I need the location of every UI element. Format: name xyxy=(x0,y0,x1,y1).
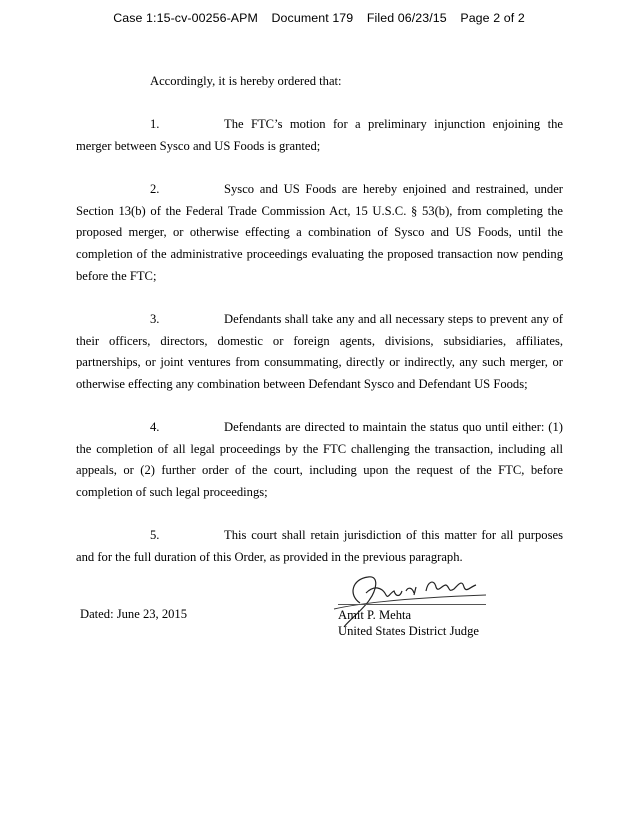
order-item-5 xyxy=(76,525,563,568)
item-lead: Sysco and US Foods are hereby enjoined and restrained, under Section 13(b) of the xyxy=(76,181,563,218)
item-number: 5. xyxy=(150,528,160,543)
item-lead: Defendants shall take any and all necessary steps to prevent any of their officers, xyxy=(76,311,563,348)
order-item-1 xyxy=(76,114,563,157)
order-item-2 xyxy=(76,179,563,288)
judge-title: United States District Judge xyxy=(338,624,479,638)
item-number: 1. xyxy=(150,117,160,132)
order-item-3 xyxy=(76,309,563,396)
filed-date: Filed 06/23/15 xyxy=(366,11,447,25)
case-number: Case 1:15-cv-00256-APM xyxy=(113,11,258,25)
item-number: 3. xyxy=(150,311,160,326)
order-body xyxy=(76,71,563,590)
order-item-4 xyxy=(76,417,563,504)
intro-paragraph xyxy=(76,71,563,93)
document-number: Document 179 xyxy=(271,11,354,25)
item-rest: of all legal proceedings by the FTC challenging the transaction, including all appeals, or (2) further order of the court, including upon the request of the FTC, before completion of such legal proceedings; xyxy=(76,441,563,500)
case-header xyxy=(0,11,638,25)
signature-line xyxy=(338,604,486,605)
item-number: 4. xyxy=(150,420,160,434)
judge-block xyxy=(338,607,479,639)
item-lead: The FTC’s motion for a preliminary injunction enjoining the merger between Sysco xyxy=(76,117,563,153)
item-lead: Defendants are directed to maintain the status quo until either: (1) the completion xyxy=(76,420,563,456)
intro-text: Accordingly, it is hereby ordered that: xyxy=(150,74,342,88)
item-number: 2. xyxy=(150,181,160,196)
item-rest: Federal Trade Commission Act, 15 U.S.C. § 53(b), from completing the proposed merger, or otherwise effecting a combination of Sysco and US Foods, until the completion of the administrative proceedings evaluating the proposed transaction now pending before the FTC; xyxy=(76,203,564,283)
judge-name: Amit P. Mehta xyxy=(338,608,412,622)
item-lead: This court shall retain jurisdiction of this matter for all purposes and for the full xyxy=(76,528,563,564)
page-number: Page 2 of 2 xyxy=(460,11,525,25)
item-rest: and US Foods is granted; xyxy=(192,138,321,153)
item-rest: directors, domestic or foreign agents, divisions, subsidiaries, affiliates, partnerships, or joint ventures from consummating, directly or indirectly, any such merger, or otherwise effecting any combination between Defendant Sysco and Defendant US Foods; xyxy=(76,333,564,391)
item-rest: duration of this Order, as provided in the previous paragraph. xyxy=(154,549,463,564)
dated-line: Dated: June 23, 2015 xyxy=(80,607,188,621)
